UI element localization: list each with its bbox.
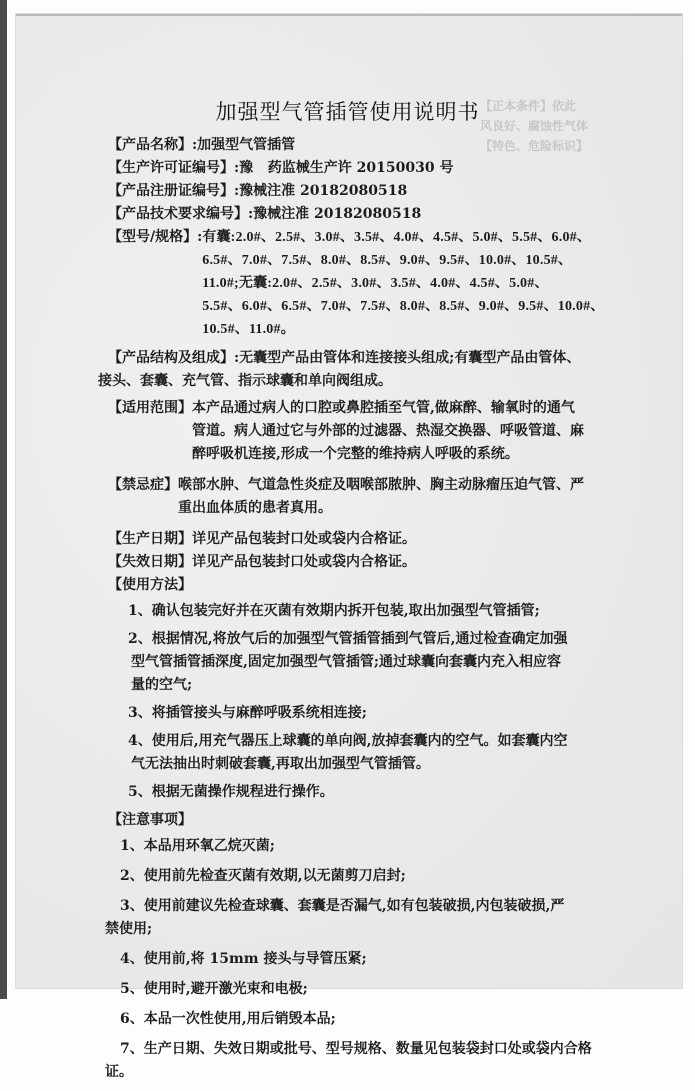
spec-line: 6.5#、7.0#、7.5#、8.0#、8.5#、9.0#、9.5#、10.0#、10.5#、 xyxy=(202,253,573,268)
text-line: 4、使用后,用充气器压上球囊的单向阀,放掉套囊内的空气。如套囊内空 xyxy=(128,733,568,749)
bleed-line: 【特色、危险标识】 xyxy=(480,139,589,153)
field-label: 【产品技术要求编号】: xyxy=(108,206,254,222)
text-line: 6、本品一次性使用,用后销毁本品; xyxy=(120,1011,336,1027)
field-production-date xyxy=(108,528,608,551)
field-label: 【生产许可证编号】: xyxy=(108,160,240,176)
field-product-name xyxy=(108,134,608,157)
spec-line: 5.5#、6.0#、6.5#、7.0#、7.5#、8.0#、8.5#、9.0#、9.5#、10.0#、 xyxy=(202,299,605,314)
field-contraindications xyxy=(108,474,608,520)
field-value xyxy=(202,226,604,341)
precaution-item xyxy=(105,895,608,941)
precaution-item xyxy=(105,1038,608,1084)
precautions-heading: 【注意事项】 xyxy=(108,812,192,828)
paper-top-edge xyxy=(16,14,682,16)
text-line: 7、生产日期、失效日期或批号、型号规格、数量见包装袋封口处或袋内合格 xyxy=(120,1041,592,1057)
usage-step xyxy=(108,781,608,804)
field-expiry-date xyxy=(108,551,608,574)
field-value: 无囊型产品由管体和连接接头组成;有囊型产品由管体、 xyxy=(239,350,581,366)
text-line: 3、将插管接头与麻醉呼吸系统相连接; xyxy=(128,705,367,721)
text-line: 5、根据无菌操作规程进行操作。 xyxy=(128,784,334,800)
usage-steps xyxy=(108,600,608,804)
text-line: 证。 xyxy=(105,1064,133,1080)
usage-step xyxy=(108,702,608,725)
text-line: 醉呼吸机连接,形成一个完整的维持病人呼吸的系统。 xyxy=(192,446,519,462)
spec-line: 11.0#;无囊:2.0#、2.5#、3.0#、3.5#、4.0#、4.5#、5.0#、 xyxy=(202,276,549,291)
field-structure xyxy=(108,347,608,370)
usage-step xyxy=(108,730,608,776)
document-title: 加强型气管插管使用说明书 xyxy=(215,100,480,124)
text-line: 5、使用时,避开激光束和电极; xyxy=(120,981,308,997)
text-line: 4、使用前,将 15mm 接头与导管压紧; xyxy=(120,951,367,967)
precaution-item xyxy=(108,978,608,1001)
field-label: 【禁忌症】 xyxy=(108,477,178,493)
text-line: 2、根据情况,将放气后的加强型气管插管插到气管后,通过检查确定加强 xyxy=(128,631,568,647)
field-value xyxy=(178,474,584,520)
usage-step xyxy=(108,628,608,697)
usage-step xyxy=(108,600,608,623)
precaution-item xyxy=(108,865,608,888)
text-line: 本产品通过病人的口腔或鼻腔插至气管,做麻醉、输氧时的通气 xyxy=(192,400,575,416)
spec-line: 有囊:2.0#、2.5#、3.0#、3.5#、4.0#、4.5#、5.0#、5.5#、6.0#、 xyxy=(202,230,592,245)
field-label: 【适用范围】 xyxy=(108,400,192,416)
text-line: 量的空气; xyxy=(131,677,193,693)
spec-line: 10.5#、11.0#。 xyxy=(202,322,295,337)
field-tech-req-no xyxy=(108,203,608,226)
field-value: 豫械注准 20182080518 xyxy=(239,183,408,199)
text-line: 管道。病人通过它与外部的过滤器、热湿交换器、呼吸管道、麻 xyxy=(192,423,584,439)
text-line: 气无法抽出时刺破套囊,再取出加强型气管插管。 xyxy=(131,756,430,772)
field-value: 豫械注准 20182080518 xyxy=(253,206,422,222)
field-value: 加强型气管插管 xyxy=(197,137,296,153)
field-value: 详见产品包装封口处或袋内合格证。 xyxy=(192,531,416,547)
text-line: 1、本品用环氧乙烷灭菌; xyxy=(120,838,275,854)
field-license-no xyxy=(108,157,608,180)
field-label: 【失效日期】 xyxy=(108,554,192,570)
bleed-line: 风良好、腐蚀性气体 xyxy=(480,119,589,133)
field-model-spec xyxy=(108,226,608,341)
field-value xyxy=(192,397,584,466)
precautions-list xyxy=(105,835,608,1084)
field-value: 详见产品包装封口处或袋内合格证。 xyxy=(192,554,416,570)
scanner-edge-strip xyxy=(0,0,7,999)
field-label: 【生产日期】 xyxy=(108,531,192,547)
precaution-item xyxy=(108,948,608,971)
field-label: 【产品注册证编号】: xyxy=(108,183,240,199)
text-line: 型气管插管插深度,固定加强型气管插管;通过球囊向套囊内充入相应容 xyxy=(131,654,562,670)
field-value: 豫 药监械生产许 20150030 号 xyxy=(239,160,454,176)
field-label: 【型号/规格】: xyxy=(108,229,203,245)
precaution-item xyxy=(108,835,608,858)
text-line: 禁使用; xyxy=(105,921,153,937)
text-line: 重出血体质的患者真用。 xyxy=(178,500,332,516)
field-label: 【产品结构及组成】: xyxy=(108,350,240,366)
text-line: 3、使用前建议先检查球囊、套囊是否漏气,如有包装破损,内包装破损,严 xyxy=(120,898,565,914)
field-value: 接头、套囊、充气管、指示球囊和单向阀组成。 xyxy=(98,373,392,389)
text-line: 2、使用前先检查灭菌有效期,以无菌剪刀启封; xyxy=(120,868,406,884)
field-scope xyxy=(108,397,608,466)
text-line: 1、确认包装完好并在灭菌有效期内拆开包装,取出加强型气管插管; xyxy=(128,603,540,619)
field-label: 【产品名称】: xyxy=(108,137,198,153)
bleed-line: 【正本条件】依此 xyxy=(480,99,577,113)
field-structure-cont xyxy=(98,370,608,393)
field-registration-no xyxy=(108,180,608,203)
precaution-item xyxy=(108,1008,608,1031)
usage-heading: 【使用方法】 xyxy=(108,577,192,593)
text-line: 喉部水肿、气道急性炎症及咽喉部脓肿、胸主动脉瘤压迫气管、严 xyxy=(178,477,584,493)
document-body xyxy=(98,134,608,1091)
